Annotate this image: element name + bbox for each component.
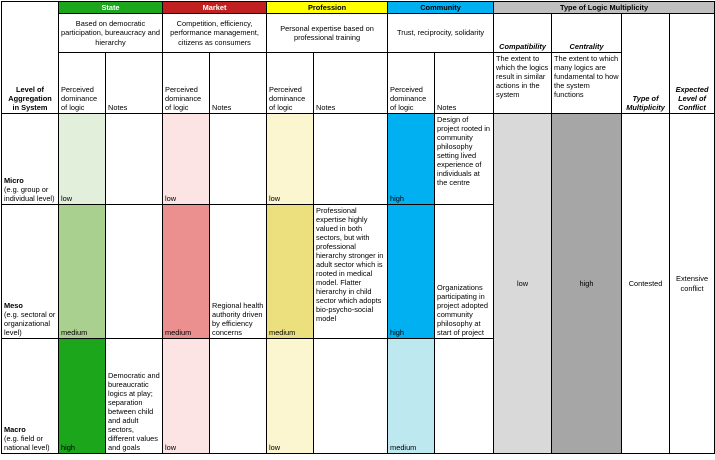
profession-notes-micro <box>314 114 388 205</box>
community-description: Trust, reciprocity, solidarity <box>388 14 494 53</box>
market-dominance-macro: low <box>163 339 210 454</box>
row-title: Meso <box>4 300 23 310</box>
community-dominance-meso: high <box>388 205 435 339</box>
community-header: Community <box>388 2 494 14</box>
state-description: Based on democratic participation, bureaucracy and hierarchy <box>59 14 163 53</box>
logic-multiplicity-table <box>1 1 715 454</box>
market-notes-header: Notes <box>210 53 267 114</box>
profession-dominance-macro: low <box>267 339 314 454</box>
market-dominance-micro: low <box>163 114 210 205</box>
state-perceived-header: Perceived dominance of logic <box>59 53 106 114</box>
profession-notes-header: Notes <box>314 53 388 114</box>
compatibility-description: The extent to which the logics result in similar actions in the system <box>494 53 552 114</box>
row-label-meso <box>2 205 59 339</box>
state-dominance-macro: high <box>59 339 106 454</box>
compatibility-title: Compatibility <box>499 41 546 51</box>
community-perceived-header: Perceived dominance of logic <box>388 53 435 114</box>
profession-perceived-header: Perceived dominance of logic <box>267 53 314 114</box>
community-notes-micro: Design of project rooted in community philosophy setting lived experience of individuals at the centre <box>435 114 494 205</box>
profession-description: Personal expertise based on professional training <box>267 14 388 53</box>
market-description: Competition, efficiency, performance management, citizens as consumers <box>163 14 267 53</box>
community-notes-header: Notes <box>435 53 494 114</box>
state-notes-meso <box>106 205 163 339</box>
compatibility-header <box>494 14 552 53</box>
community-dominance-micro: high <box>388 114 435 205</box>
community-notes-meso: Organizations participating in project adopted community philosophy at start of project <box>435 205 494 339</box>
profession-notes-meso: Professional expertise highly valued in both sectors, but with professional hierarchy stronger in adult sector which is rooted in medical model. Flatter hierarchy in child sector which adopts bio-psycho-social model <box>314 205 388 339</box>
state-notes-macro: Democratic and bureaucratic logics at play; separation between child and adult sectors, different values and goals <box>106 339 163 454</box>
state-header: State <box>59 2 163 14</box>
state-dominance-meso: medium <box>59 205 106 339</box>
profession-dominance-meso: medium <box>267 205 314 339</box>
centrality-title: Centrality <box>569 41 604 51</box>
centrality-value: high <box>552 114 622 454</box>
expected-conflict-header: Expected Level of Conflict <box>670 14 715 114</box>
community-dominance-macro: medium <box>388 339 435 454</box>
row-subtitle: (e.g. field or national level) <box>4 433 50 452</box>
expected-conflict-value: Extensive conflict <box>670 114 715 454</box>
table-row <box>2 114 715 205</box>
centrality-header <box>552 14 622 53</box>
row-subtitle: (e.g. sectoral or organizational level) <box>4 309 56 337</box>
market-dominance-meso: medium <box>163 205 210 339</box>
state-notes-micro <box>106 114 163 205</box>
type-of-multiplicity-value: Contested <box>622 114 670 454</box>
type-of-multiplicity-header: Type of Multiplicity <box>622 14 670 114</box>
row-label-macro <box>2 339 59 454</box>
row-title: Macro <box>4 424 26 434</box>
market-header: Market <box>163 2 267 14</box>
row-label-micro <box>2 114 59 205</box>
type-of-logic-multiplicity-header: Type of Logic Multiplicity <box>494 2 715 14</box>
market-notes-macro <box>210 339 267 454</box>
market-perceived-header: Perceived dominance of logic <box>163 53 210 114</box>
profession-header: Profession <box>267 2 388 14</box>
profession-dominance-micro: low <box>267 114 314 205</box>
profession-notes-macro <box>314 339 388 454</box>
row-subtitle: (e.g. group or individual level) <box>4 184 55 203</box>
level-of-aggregation-header: Level of Aggregation in System <box>2 2 59 114</box>
state-notes-header: Notes <box>106 53 163 114</box>
compatibility-value: low <box>494 114 552 454</box>
state-dominance-micro: low <box>59 114 106 205</box>
community-notes-macro <box>435 339 494 454</box>
centrality-description: The extent to which many logics are fundamental to how the system functions <box>552 53 622 114</box>
market-notes-meso: Regional health authority driven by efficiency concerns <box>210 205 267 339</box>
row-title: Micro <box>4 175 24 185</box>
market-notes-micro <box>210 114 267 205</box>
